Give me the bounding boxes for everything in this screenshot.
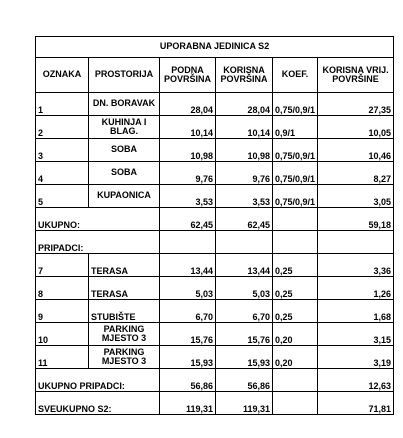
cell-oznaka: 10 — [36, 323, 89, 346]
pripadci-empty-1 — [160, 231, 216, 254]
pripadci-body — [36, 254, 394, 369]
cell-koef: 0,75/0,9/1 — [273, 162, 318, 185]
cell-prostorija: SOBA — [89, 162, 160, 185]
header-podna: PODNA POVRŠINA — [160, 58, 216, 93]
ukupno-pripadci-vrij: 12,63 — [318, 369, 394, 392]
cell-podna: 10,14 — [160, 116, 216, 139]
cell-podna: 28,04 — [160, 93, 216, 116]
cell-korisna: 13,44 — [216, 254, 273, 277]
cell-koef: 0,20 — [273, 346, 318, 369]
pripadci-row — [36, 231, 394, 254]
ukupno-row — [36, 208, 394, 231]
ukupno-pripadci-korisna: 56,86 — [216, 369, 273, 392]
cell-koef: 0,20 — [273, 323, 318, 346]
cell-prostorija: TERASA — [89, 254, 160, 277]
cell-korisna: 15,93 — [216, 346, 273, 369]
cell-prostorija: DN. BORAVAK — [89, 93, 160, 116]
cell-koef: 0,75/0,9/1 — [273, 93, 318, 116]
header-koef: KOEF. — [273, 58, 318, 93]
cell-prostorija: PARKING MJESTO 3 — [89, 346, 160, 369]
pripadci-empty-4 — [318, 231, 394, 254]
table-row — [36, 93, 394, 116]
cell-vrij: 8,27 — [318, 162, 394, 185]
cell-podna: 10,98 — [160, 139, 216, 162]
cell-koef: 0,9/1 — [273, 116, 318, 139]
cell-korisna: 9,76 — [216, 162, 273, 185]
cell-koef: 0,25 — [273, 300, 318, 323]
cell-prostorija: KUHINJA I BLAG. — [89, 116, 160, 139]
cell-oznaka: 9 — [36, 300, 89, 323]
cell-korisna: 10,98 — [216, 139, 273, 162]
table-row — [36, 323, 394, 346]
cell-korisna: 28,04 — [216, 93, 273, 116]
cell-korisna: 3,53 — [216, 185, 273, 208]
sveukupno-vrij: 71,81 — [318, 392, 394, 415]
cell-podna: 9,76 — [160, 162, 216, 185]
cell-koef: 0,25 — [273, 277, 318, 300]
cell-prostorija: STUBIŠTE — [89, 300, 160, 323]
table-row — [36, 139, 394, 162]
ukupno-podna: 62,45 — [160, 208, 216, 231]
cell-vrij: 3,05 — [318, 185, 394, 208]
table-row — [36, 300, 394, 323]
cell-oznaka: 2 — [36, 116, 89, 139]
cell-podna: 13,44 — [160, 254, 216, 277]
table-row — [36, 277, 394, 300]
cell-vrij: 3,19 — [318, 346, 394, 369]
cell-vrij: 10,46 — [318, 139, 394, 162]
table-row — [36, 254, 394, 277]
ukupno-pripadci-podna: 56,86 — [160, 369, 216, 392]
table-title: UPORABNA JEDINICA S2 — [36, 37, 394, 58]
ukupno-koef — [273, 208, 318, 231]
table-row — [36, 346, 394, 369]
cell-koef: 0,25 — [273, 254, 318, 277]
cell-vrij: 27,35 — [318, 93, 394, 116]
cell-podna: 15,76 — [160, 323, 216, 346]
cell-prostorija: SOBA — [89, 139, 160, 162]
cell-prostorija: KUPAONICA — [89, 185, 160, 208]
sveukupno-korisna: 119,31 — [216, 392, 273, 415]
cell-podna: 15,93 — [160, 346, 216, 369]
header-korisna-vrij: KORISNA VRIJ. POVRŠINE — [318, 58, 394, 93]
rooms-body — [36, 93, 394, 208]
cell-podna: 3,53 — [160, 185, 216, 208]
cell-prostorija: PARKING MJESTO 3 — [89, 323, 160, 346]
area-table — [35, 36, 394, 415]
cell-korisna: 15,76 — [216, 323, 273, 346]
header-korisna: KORISNA POVRŠINA — [216, 58, 273, 93]
cell-podna: 5,03 — [160, 277, 216, 300]
header-prostorija: PROSTORIJA — [89, 58, 160, 93]
cell-oznaka: 8 — [36, 277, 89, 300]
cell-oznaka: 11 — [36, 346, 89, 369]
pripadci-label: PRIPADCI: — [36, 231, 160, 254]
cell-oznaka: 7 — [36, 254, 89, 277]
ukupno-pripadci-row — [36, 369, 394, 392]
cell-koef: 0,75/0,9/1 — [273, 139, 318, 162]
cell-vrij: 3,15 — [318, 323, 394, 346]
ukupno-korisna: 62,45 — [216, 208, 273, 231]
cell-vrij: 1,68 — [318, 300, 394, 323]
sveukupno-koef — [273, 392, 318, 415]
cell-podna: 6,70 — [160, 300, 216, 323]
table-row — [36, 116, 394, 139]
sveukupno-podna: 119,31 — [160, 392, 216, 415]
ukupno-vrij: 59,18 — [318, 208, 394, 231]
cell-oznaka: 3 — [36, 139, 89, 162]
cell-oznaka: 1 — [36, 93, 89, 116]
cell-korisna: 6,70 — [216, 300, 273, 323]
pripadci-empty-2 — [216, 231, 273, 254]
cell-koef: 0,75/0,9/1 — [273, 185, 318, 208]
header-row — [36, 58, 394, 93]
ukupno-pripadci-koef — [273, 369, 318, 392]
ukupno-label: UKUPNO: — [36, 208, 160, 231]
table-row — [36, 185, 394, 208]
ukupno-pripadci-label: UKUPNO PRIPADCI: — [36, 369, 160, 392]
pripadci-empty-3 — [273, 231, 318, 254]
cell-korisna: 10,14 — [216, 116, 273, 139]
cell-korisna: 5,03 — [216, 277, 273, 300]
cell-vrij: 1,26 — [318, 277, 394, 300]
sveukupno-row — [36, 392, 394, 415]
cell-oznaka: 5 — [36, 185, 89, 208]
cell-oznaka: 4 — [36, 162, 89, 185]
table-row — [36, 162, 394, 185]
header-oznaka: OZNAKA — [36, 58, 89, 93]
cell-vrij: 10,05 — [318, 116, 394, 139]
cell-vrij: 3,36 — [318, 254, 394, 277]
cell-prostorija: TERASA — [89, 277, 160, 300]
sveukupno-label: SVEUKUPNO S2: — [36, 392, 160, 415]
